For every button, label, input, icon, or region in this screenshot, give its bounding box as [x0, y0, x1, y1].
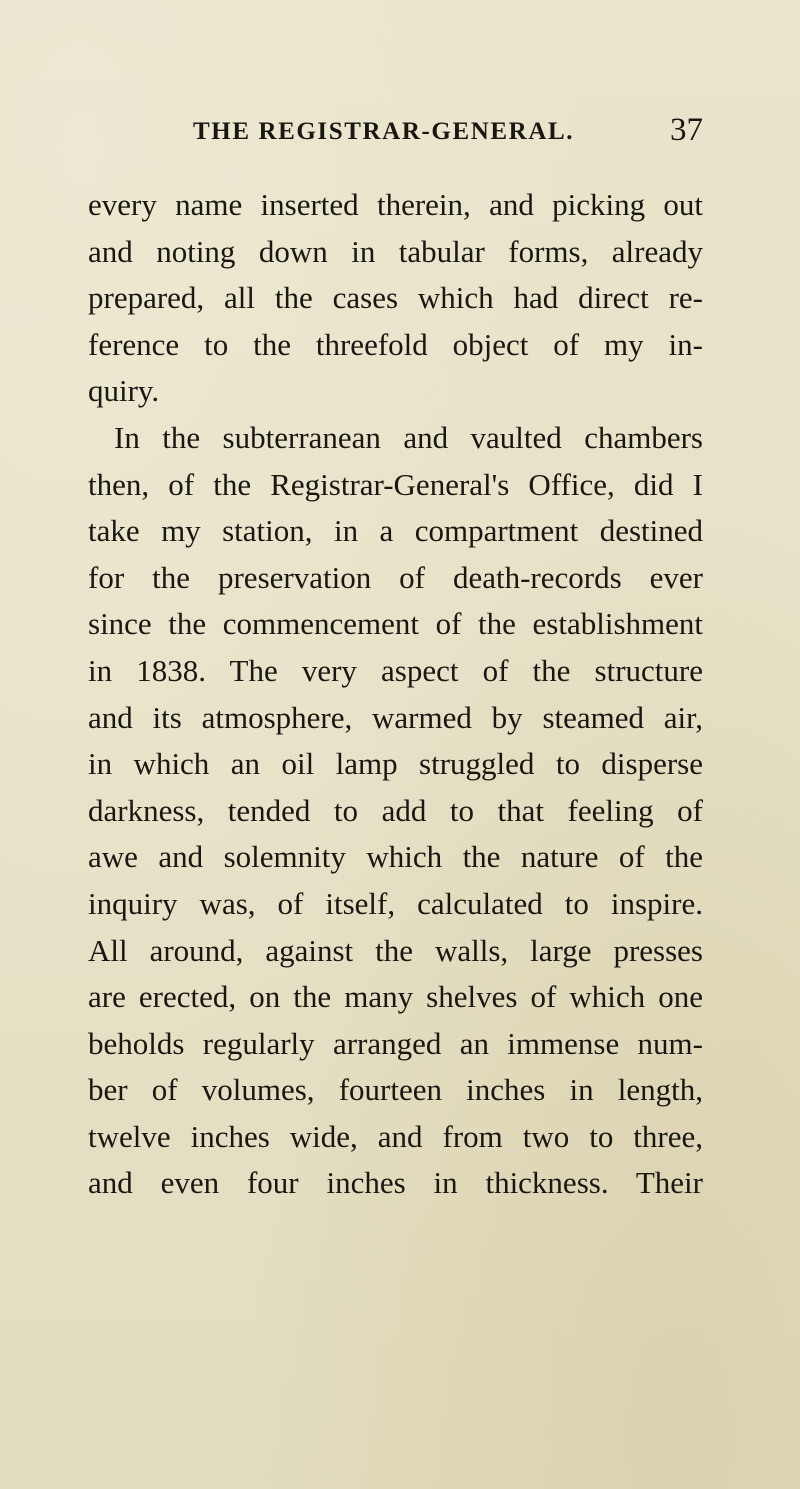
text-line: and noting down in tabular forms, already — [88, 233, 703, 269]
text-line: and its atmosphere, warmed by steamed air, — [88, 699, 703, 735]
text-line: beholds regularly arranged an immense num- — [88, 1025, 703, 1061]
text-line: prepared, all the cases which had direct re- — [88, 280, 703, 316]
text-line: then, of the Registrar-General's Office, did I — [88, 466, 703, 502]
text-line: In the subterranean and vaulted chambers — [114, 419, 703, 455]
text-line: every name inserted therein, and picking out — [88, 187, 703, 222]
text-line: are erected, on the many shelves of which one — [88, 979, 703, 1015]
text-line: in which an oil lamp struggled to disperse — [88, 746, 703, 782]
text-line: and even four inches in thickness. Their — [88, 1165, 703, 1201]
text-line: ference to the threefold object of my in- — [88, 326, 703, 362]
text-line: darkness, tended to add to that feeling of — [88, 792, 703, 828]
running-title: THE REGISTRAR-GENERAL. — [193, 118, 575, 145]
text-line: in 1838. The very aspect of the structure — [88, 652, 703, 688]
text-line: quiry. — [88, 373, 160, 409]
text-line: ber of volumes, fourteen inches in length, — [88, 1072, 703, 1108]
body-text — [88, 182, 703, 1207]
text-line: since the commencement of the establishment — [88, 606, 703, 642]
text-line: All around, against the walls, large presses — [88, 932, 703, 968]
page-number: 37 — [670, 112, 703, 148]
text-line: twelve inches wide, and from two to three, — [88, 1118, 703, 1154]
text-line: for the preservation of death-records ever — [88, 559, 703, 595]
text-line: inquiry was, of itself, calculated to inspire. — [88, 885, 703, 921]
text-line: take my station, in a compartment destined — [88, 513, 703, 549]
text-line: awe and solemnity which the nature of the — [88, 839, 703, 875]
page-header — [193, 112, 703, 152]
